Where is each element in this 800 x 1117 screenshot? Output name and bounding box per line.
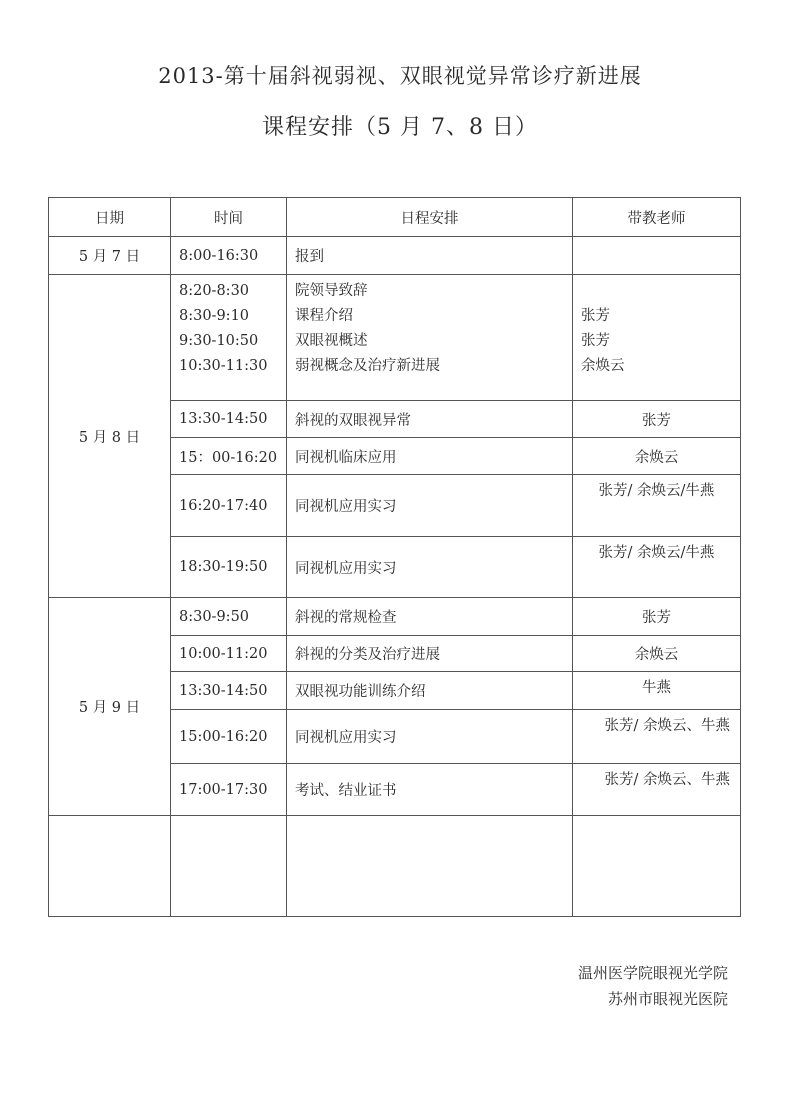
- teacher-cell: 余焕云: [573, 438, 741, 475]
- teacher-cell: 余焕云: [573, 636, 741, 672]
- schedule-cell: 考试、结业证书: [287, 764, 573, 816]
- schedule-cell: 报到: [287, 237, 573, 275]
- document-title: 2013-第十届斜视弱视、双眼视觉异常诊疗新进展: [158, 64, 642, 88]
- time-cell: 10:00-11:20: [171, 636, 287, 672]
- time-value: 10:30-11:30: [179, 358, 268, 374]
- schedule-cell: 同视机应用实习: [287, 537, 573, 598]
- time-value: 8:30-9:10: [179, 308, 250, 324]
- empty-cell: [287, 816, 573, 917]
- time-value: 9:30-10:50: [179, 333, 259, 349]
- time-cell: 16:20-17:40: [171, 475, 287, 537]
- schedule-value: 弱视概念及治疗新进展: [295, 358, 440, 374]
- schedule-cell: 双眼视功能训练介绍: [287, 672, 573, 710]
- date-cell: 5 月 9 日: [49, 598, 171, 816]
- schedule-cell: 同视机应用实习: [287, 475, 573, 537]
- teacher-value: 张芳: [581, 308, 610, 324]
- time-cell: 18:30-19:50: [171, 537, 287, 598]
- time-cell: [171, 275, 287, 401]
- signature-line-1: 温州医学院眼视光学院: [577, 964, 728, 982]
- time-cell: 15：00-16:20: [171, 438, 287, 475]
- date-cell: 5 月 7 日: [49, 237, 171, 275]
- schedule-cell: 同视机临床应用: [287, 438, 573, 475]
- teacher-cell: [573, 275, 741, 401]
- time-cell: 17:00-17:30: [171, 764, 287, 816]
- schedule-cell: 斜视的常规检查: [287, 598, 573, 636]
- empty-cell: [171, 816, 287, 917]
- teacher-cell: 张芳/ 余焕云、牛燕: [573, 764, 741, 816]
- signature-line-2: 苏州市眼视光医院: [607, 990, 728, 1008]
- empty-cell: [573, 816, 741, 917]
- teacher-cell: 张芳/ 余焕云、牛燕: [573, 710, 741, 764]
- empty-cell: [49, 816, 171, 917]
- document-subtitle: 课程安排（5 月 7、8 日）: [262, 115, 538, 140]
- schedule-value: 双眼视概述: [295, 333, 368, 349]
- time-cell: 13:30-14:50: [171, 672, 287, 710]
- teacher-cell: 张芳: [573, 401, 741, 438]
- teacher-value: 余焕云: [581, 358, 625, 374]
- teacher-cell: 张芳/ 余焕云/牛燕: [573, 475, 741, 537]
- teacher-cell: 牛燕: [573, 672, 741, 710]
- header-time: 时间: [171, 198, 287, 237]
- teacher-cell: 张芳: [573, 598, 741, 636]
- header-teacher: 带教老师: [573, 198, 741, 237]
- schedule-cell: 同视机应用实习: [287, 710, 573, 764]
- teacher-cell: [573, 237, 741, 275]
- time-value: 8:20-8:30: [179, 283, 250, 299]
- teacher-cell: 张芳/ 余焕云/牛燕: [573, 537, 741, 598]
- table-row: [49, 237, 741, 275]
- time-cell: 8:00-16:30: [171, 237, 287, 275]
- time-cell: 13:30-14:50: [171, 401, 287, 438]
- schedule-cell: [287, 275, 573, 401]
- schedule-table: [48, 197, 741, 917]
- schedule-value: 课程介绍: [295, 308, 353, 324]
- teacher-value: 张芳: [581, 333, 610, 349]
- time-cell: 8:30-9:50: [171, 598, 287, 636]
- schedule-cell: 斜视的双眼视异常: [287, 401, 573, 438]
- date-cell: 5 月 8 日: [49, 275, 171, 598]
- empty-row: [49, 816, 741, 917]
- table-row: [49, 275, 741, 401]
- schedule-cell: 斜视的分类及治疗进展: [287, 636, 573, 672]
- time-cell: 15:00-16:20: [171, 710, 287, 764]
- header-schedule: 日程安排: [287, 198, 573, 237]
- header-row: [49, 198, 741, 237]
- teacher-value: [581, 279, 740, 304]
- table-row: [49, 598, 741, 636]
- header-date: 日期: [49, 198, 171, 237]
- schedule-value: 院领导致辞: [295, 283, 368, 299]
